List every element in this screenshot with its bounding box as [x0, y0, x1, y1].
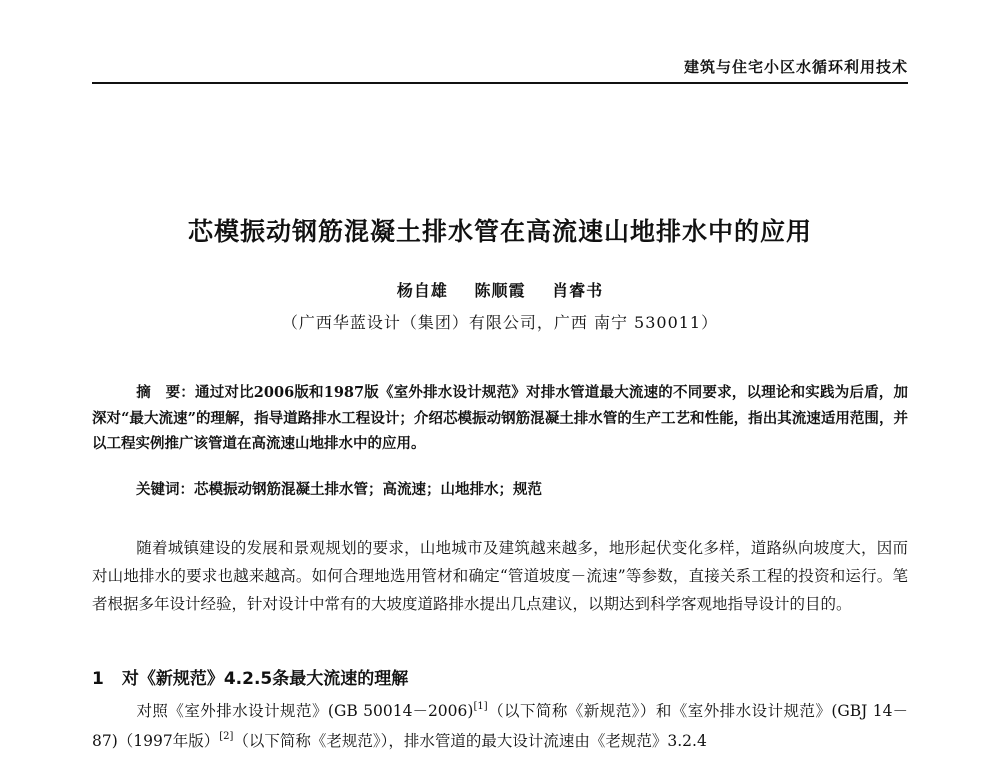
keywords-text: 芯模振动钢筋混凝土排水管；高流速；山地排水；规范: [194, 481, 542, 498]
para-text: （以下简称《新规范》）和《室外排水设计规范》(GBJ 14－87)（1997年版）: [92, 702, 908, 750]
author-name: 陈顺霞: [474, 281, 526, 300]
author-list: [0, 278, 1000, 301]
keywords: [136, 478, 908, 499]
citation-ref: [2]: [219, 731, 234, 742]
para-text: （以下简称《老规范》），排水管道的最大设计流速由《老规范》3.2.4: [233, 732, 707, 750]
section-title: 对《新规范》4.2.5条最大流速的理解: [121, 669, 409, 689]
section-paragraph: [92, 696, 908, 756]
citation-ref: [1]: [473, 701, 488, 712]
intro-paragraph: [92, 534, 908, 618]
abstract-label: 摘 要：: [136, 385, 195, 401]
para-text: 对照《室外排水设计规范》(GB 50014－2006): [136, 702, 474, 720]
author-name: 杨自雄: [396, 281, 448, 300]
section-heading: [92, 664, 408, 689]
author-name: 肖睿书: [552, 281, 604, 300]
abstract-text: 通过对比2006版和1987版《室外排水设计规范》对排水管道最大流速的不同要求，以理论和实践为后盾，加深对“最大流速”的理解，指导道路排水工程设计；介绍芯模振动钢筋混凝土排水管的生产工艺和性能，指出其流速适用范围，并以工程实例推广该管道在高流速山地排水中的应用。: [92, 384, 908, 452]
section-number: 1: [92, 669, 104, 689]
header-rule: [92, 82, 908, 84]
abstract: [92, 380, 908, 456]
intro-text: 随着城镇建设的发展和景观规划的要求，山地城市及建筑越来越多，地形起伏变化多样，道路纵向坡度大，因而对山地排水的要求也越来越高。如何合理地选用管材和确定“管道坡度－流速”等参数，直接关系工程的投资和运行。笔者根据多年设计经验，针对设计中常有的大坡度道路排水提出几点建议，以期达到科学客观地指导设计的目的。: [92, 539, 908, 613]
affiliation: （广西华蓝设计（集团）有限公司，广西 南宁 530011）: [281, 313, 719, 332]
running-head: 建筑与住宅小区水循环利用技术: [683, 58, 908, 76]
paper-title: 芯模振动钢筋混凝土排水管在高流速山地排水中的应用: [187, 217, 812, 246]
keywords-label: 关键词：: [136, 482, 194, 498]
